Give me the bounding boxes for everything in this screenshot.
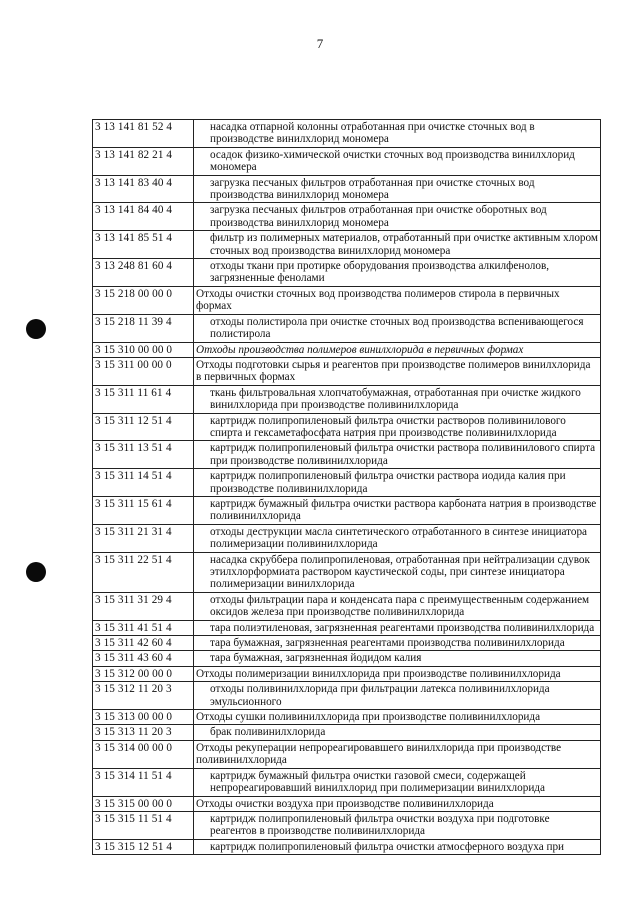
waste-code-cell: 3 15 311 41 51 4 <box>93 620 194 635</box>
waste-name-cell: брак поливинилхлорида <box>194 725 601 740</box>
waste-code-cell: 3 15 218 00 00 0 <box>93 286 194 314</box>
waste-name-cell: картридж бумажный фильтра очистки газовой смеси, содержащей непрореагировавший винилхлорид при полимеризации винилхлорида <box>194 768 601 796</box>
waste-name-cell: Отходы производства полимеров винилхлорида в первичных формах <box>194 342 601 357</box>
table-row <box>93 175 601 203</box>
waste-name-cell: Отходы очистки сточных вод производства полимеров стирола в первичных формах <box>194 286 601 314</box>
waste-code-cell: 3 15 311 43 60 4 <box>93 651 194 666</box>
waste-code-cell: 3 15 314 00 00 0 <box>93 740 194 768</box>
table-row <box>93 385 601 413</box>
waste-name-cell: отходы деструкции масла синтетического отработанного в синтезе инициатора полимеризации поливинилхлорида <box>194 524 601 552</box>
waste-code-cell: 3 15 311 12 51 4 <box>93 413 194 441</box>
waste-code-cell: 3 13 141 85 51 4 <box>93 231 194 259</box>
table-row <box>93 740 601 768</box>
waste-code-cell: 3 15 315 12 51 4 <box>93 839 194 854</box>
punch-hole <box>26 319 46 339</box>
waste-name-cell: отходы поливинилхлорида при фильтрации латекса поливинилхлорида эмульсионного <box>194 682 601 710</box>
waste-name-cell: Отходы очистки воздуха при производстве поливинилхлорида <box>194 796 601 811</box>
table-row <box>93 469 601 497</box>
table-row <box>93 620 601 635</box>
table-row <box>93 357 601 385</box>
table-body <box>93 120 601 855</box>
table-row <box>93 231 601 259</box>
waste-name-cell: картридж полипропиленовый фильтра очистки атмосферного воздуха при <box>194 839 601 854</box>
table-row <box>93 120 601 148</box>
table-row <box>93 592 601 620</box>
waste-code-cell: 3 13 141 82 21 4 <box>93 147 194 175</box>
waste-code-cell: 3 15 311 14 51 4 <box>93 469 194 497</box>
waste-name-cell: отходы фильтрации пара и конденсата пара с преимущественным содержанием оксидов железа при производстве поливинилхлорида <box>194 592 601 620</box>
waste-name-cell: Отходы полимеризации винилхлорида при производстве поливинилхлорида <box>194 666 601 681</box>
table-row <box>93 441 601 469</box>
table-row <box>93 811 601 839</box>
waste-code-cell: 3 13 141 84 40 4 <box>93 203 194 231</box>
waste-name-cell: тара бумажная, загрязненная йодидом калия <box>194 651 601 666</box>
table-row <box>93 203 601 231</box>
waste-code-cell: 3 13 141 83 40 4 <box>93 175 194 203</box>
waste-name-cell: отходы ткани при протирке оборудования производства алкилфенолов, загрязненные фенолами <box>194 259 601 287</box>
waste-name-cell: Отходы сушки поливинилхлорида при производстве поливинилхлорида <box>194 710 601 725</box>
table-row <box>93 342 601 357</box>
waste-code-cell: 3 15 311 42 60 4 <box>93 636 194 651</box>
waste-code-cell: 3 15 313 00 00 0 <box>93 710 194 725</box>
table-row <box>93 524 601 552</box>
table-row <box>93 839 601 854</box>
waste-name-cell: ткань фильтровальная хлопчатобумажная, отработанная при очистке жидкого винилхлорида при производстве поливинилхлорида <box>194 385 601 413</box>
table-row <box>93 286 601 314</box>
waste-name-cell: отходы полистирола при очистке сточных вод производства вспенивающегося полистирола <box>194 314 601 342</box>
table-row <box>93 725 601 740</box>
waste-name-cell: картридж полипропиленовый фильтра очистки раствора поливинилового спирта при производстве поливинилхлорида <box>194 441 601 469</box>
waste-name-cell: картридж полипропиленовый фильтра очистки воздуха при подготовке реагентов в производстве поливинилхлорида <box>194 811 601 839</box>
waste-name-cell: загрузка песчаных фильтров отработанная при очистке сточных вод производства винилхлорид мономера <box>194 175 601 203</box>
waste-name-cell: Отходы рекуперации непрореагировавшего винилхлорида при производстве поливинилхлорида <box>194 740 601 768</box>
waste-name-cell: картридж полипропиленовый фильтра очистки растворов поливинилового спирта и гексаметафосфата натрия при производстве поливинилхлорида <box>194 413 601 441</box>
waste-name-cell: загрузка песчаных фильтров отработанная при очистке оборотных вод производства винилхлорид мономера <box>194 203 601 231</box>
table-row <box>93 710 601 725</box>
waste-code-cell: 3 15 312 11 20 3 <box>93 682 194 710</box>
waste-name-cell: тара полиэтиленовая, загрязненная реагентами производства поливинилхлорида <box>194 620 601 635</box>
table-row <box>93 314 601 342</box>
table-row <box>93 147 601 175</box>
table-row <box>93 413 601 441</box>
waste-code-cell: 3 15 311 22 51 4 <box>93 552 194 592</box>
waste-code-cell: 3 13 248 81 60 4 <box>93 259 194 287</box>
table-row <box>93 682 601 710</box>
table-row <box>93 496 601 524</box>
table-row <box>93 796 601 811</box>
waste-code-cell: 3 15 311 21 31 4 <box>93 524 194 552</box>
waste-code-cell: 3 15 313 11 20 3 <box>93 725 194 740</box>
table-row <box>93 552 601 592</box>
punch-hole <box>26 562 46 582</box>
waste-name-cell: насадка скруббера полипропиленовая, отработанная при нейтрализации сдувок этилхлорформиата раствором каустической соды, при синтезе инициатора полимеризации винилхлорида <box>194 552 601 592</box>
table-row <box>93 636 601 651</box>
waste-code-cell: 3 15 311 13 51 4 <box>93 441 194 469</box>
waste-code-cell: 3 15 311 00 00 0 <box>93 357 194 385</box>
waste-name-cell: тара бумажная, загрязненная реагентами производства поливинилхлорида <box>194 636 601 651</box>
waste-name-cell: картридж бумажный фильтра очистки раствора карбоната натрия в производстве поливинилхлорида <box>194 496 601 524</box>
waste-code-cell: 3 15 314 11 51 4 <box>93 768 194 796</box>
table-row <box>93 768 601 796</box>
waste-code-cell: 3 15 310 00 00 0 <box>93 342 194 357</box>
table-row <box>93 651 601 666</box>
waste-name-cell: осадок физико-химической очистки сточных вод производства винилхлорид мономера <box>194 147 601 175</box>
waste-code-cell: 3 15 315 00 00 0 <box>93 796 194 811</box>
waste-name-cell: картридж полипропиленовый фильтра очистки раствора иодида калия при производстве поливинилхлорида <box>194 469 601 497</box>
table-row <box>93 259 601 287</box>
waste-classification-table <box>92 119 601 855</box>
waste-code-cell: 3 15 218 11 39 4 <box>93 314 194 342</box>
table-row <box>93 666 601 681</box>
waste-code-cell: 3 15 311 15 61 4 <box>93 496 194 524</box>
waste-name-cell: Отходы подготовки сырья и реагентов при производстве полимеров винилхлорида в первичных формах <box>194 357 601 385</box>
waste-code-cell: 3 15 315 11 51 4 <box>93 811 194 839</box>
page-number: 7 <box>316 36 324 51</box>
waste-name-cell: насадка отпарной колонны отработанная при очистке сточных вод в производстве винилхлорид мономера <box>194 120 601 148</box>
waste-code-cell: 3 15 311 31 29 4 <box>93 592 194 620</box>
waste-code-cell: 3 13 141 81 52 4 <box>93 120 194 148</box>
waste-name-cell: фильтр из полимерных материалов, отработанный при очистке активным хлором сточных вод производства винилхлорид мономера <box>194 231 601 259</box>
waste-code-cell: 3 15 312 00 00 0 <box>93 666 194 681</box>
waste-code-cell: 3 15 311 11 61 4 <box>93 385 194 413</box>
